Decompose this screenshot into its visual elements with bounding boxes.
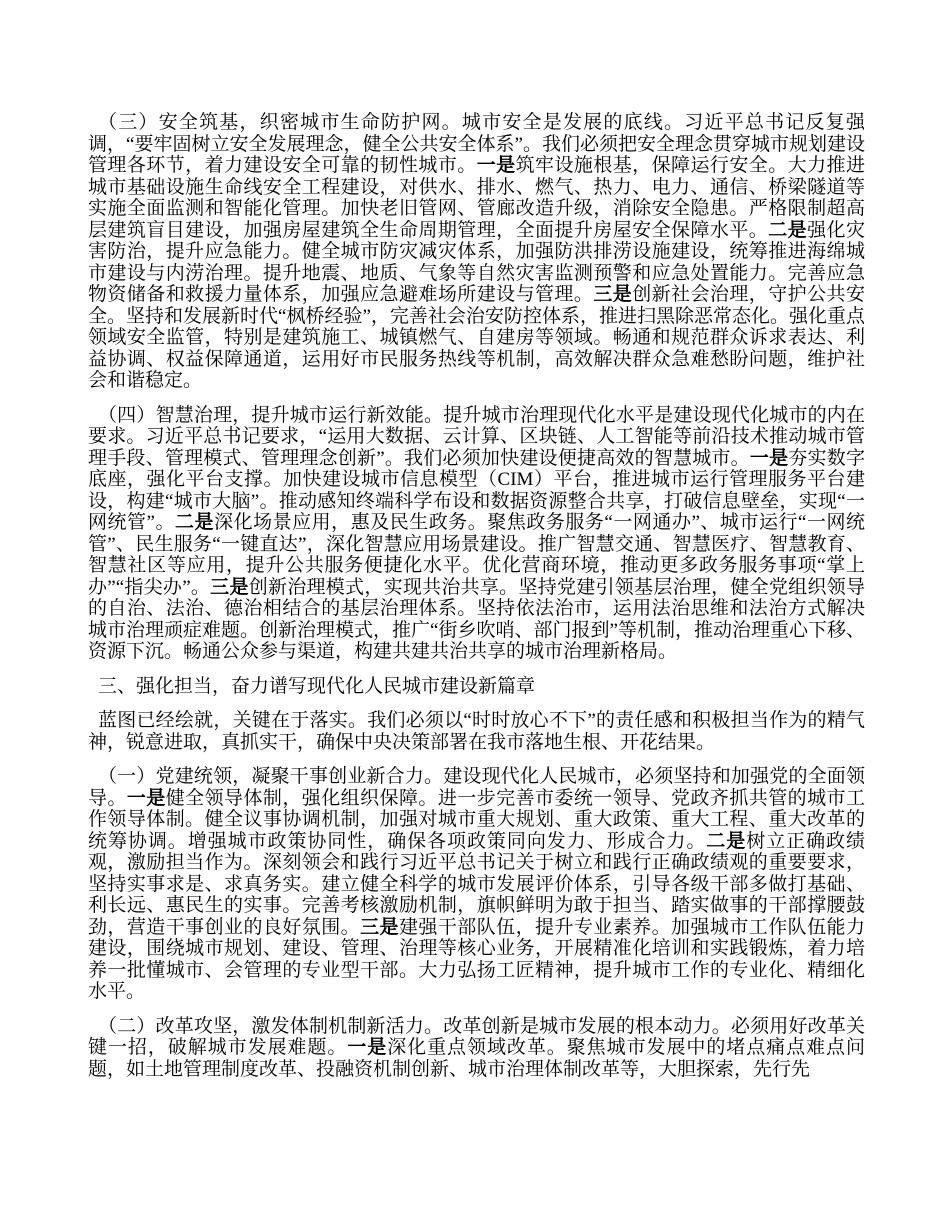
bold-enumerator-text: 二是: [706, 830, 747, 852]
paragraph: [88, 710, 865, 753]
bold-enumerator-text: 一是: [749, 447, 789, 469]
body-text: （三）安全筑基，织密城市生命防护网。城市安全是发展的底线。习近平总书记反复强调，“要牢固树立安全发展理念，健全公共安全体系”。我们必须把安全理念贯穿城市规划建设管理各环节，着力建设安全可靠的韧性城市。: [88, 112, 865, 176]
body-text: 创新社会治理，守护公共安全。坚持和发展新时代“枫桥经验”，完善社会治安防控体系，推进扫黑除恶常态化。强化重点领域安全监管，特别是建筑施工、城镇燃气、自建房等领域。畅通和规范群众诉求表达、利益协调、权益保障通道，运用好市民服务热线等机制，高效解决群众急难愁盼问题，维护社会和谐稳定。: [88, 284, 865, 391]
body-text: 创新治理模式，实现共治共享。坚持党建引领基层治理，健全党组织领导的自治、法治、德治相结合的基层治理体系。坚持依法治市，运用法治思维和法治方式解决城市治理顽症难题。创新治理模式，推广“街乡吹哨、部门报到”等机制，推动治理重心下移、资源下沉。畅通公众参与渠道，构建共建共治共享的城市治理新格局。: [88, 576, 865, 662]
document-body: [88, 112, 865, 1080]
body-text: 树立正确政绩观，激励担当作为。深刻领会和践行习近平总书记关于树立和践行正确政绩观的重要要求，坚持实事求是、求真务实。建立健全科学的城市发展评价体系，引导各级干部多做打基础、利长远、惠民生的实事。完善考核激励机制，旗帜鲜明为敢于担当、踏实做事的干部撑腰鼓劲，营造干事创业的良好氛围。: [88, 830, 865, 938]
bold-enumerator-text: 一是: [347, 1037, 388, 1058]
paragraph: [88, 405, 865, 663]
body-text: 建强干部队伍，提升专业素养。加强城市工作队伍能力建设，围绕城市规划、建设、管理、治理等核心业务，开展精准化培训和实践锻炼，着力培养一批懂城市、会管理的专业型干部。大力弘扬工匠精神，提升城市工作的专业化、精细化水平。: [88, 916, 865, 1002]
body-text: 筑牢设施根基，保障运行安全。大力推进城市基础设施生命线安全工程建设，对供水、排水、燃气、热力、电力、通信、桥梁隧道等实施全面监测和智能化管理。加快老旧管网、管廊改造升级，消除安全隐患。严格限制超高层建筑盲目建设，加强房屋建筑全生命周期管理，全面提升房屋安全保障水平。: [88, 155, 865, 241]
bold-enumerator-text: 三是: [210, 576, 249, 598]
bold-enumerator-text: 一是: [476, 155, 516, 176]
bold-enumerator-text: 一是: [126, 787, 166, 809]
paragraph: [88, 1016, 865, 1081]
body-text: （四）智慧治理，提升城市运行新效能。提升城市治理现代化水平是建设现代化城市的内在要求。习近平总书记要求，“运用大数据、云计算、区块链、人工智能等前沿技术推动城市管理手段、管理模式、管理理念创新”。我们必须加快建设便捷高效的智慧城市。: [88, 404, 865, 469]
bold-enumerator-text: 二是: [175, 512, 215, 533]
section-heading: [88, 676, 865, 698]
body-text: （二）改革攻坚，激发体制机制新活力。改革创新是城市发展的根本动力。必须用好改革关键一招，破解城市发展难题。: [88, 1015, 865, 1058]
body-text: 蓝图已经绘就，关键在于落实。我们必须以“时时放心不下”的责任感和积极担当作为的精气神，锐意进取，真抓实干，确保中央决策部署在我市落地生根、开花结果。: [88, 710, 865, 753]
paragraph: [88, 112, 865, 392]
body-text: 强化灾害防治，提升应急能力。健全城市防灾减灾体系，加强防洪排涝设施建设，统筹推进海绵城市建设与内涝治理。提升地震、地质、气象等自然灾害监测预警和应急处置能力。完善应急物资储备和救援力量体系，加强应急避难场所建设与管理。: [88, 219, 865, 305]
body-text: 深化场景应用，惠及民生政务。聚焦政务服务“一网通办”、城市运行“一网统管”、民生服务“一键直达”，深化智慧应用场景建设。推广智慧交通、智慧医疗、智慧教育、智慧社区等应用，提升公共服务便捷化水平。优化营商环境，推动更多政务服务事项“掌上办”“指尖办”。: [88, 512, 865, 598]
bold-enumerator-text: 二是: [768, 219, 808, 241]
body-text: 夯实数字底座，强化平台支撑。加快建设城市信息模型（CIM）平台，推进城市运行管理服务平台建设，构建“城市大脑”。推动感知终端科学布设和数据资源整合共享，打破信息壁垒，实现“一网统管”。: [88, 447, 865, 533]
paragraph: [88, 766, 865, 1003]
body-text: （一）党建统领，凝聚干事创业新合力。建设现代化人民城市，必须坚持和加强党的全面领导。: [88, 766, 865, 809]
body-text: 三、强化担当，奋力谱写现代化人民城市建设新篇章: [98, 675, 536, 697]
bold-enumerator-text: 三是: [360, 916, 399, 938]
body-text: 健全领导体制，强化组织保障。进一步完善市委统一领导、党政齐抓共管的城市工作领导体制。健全议事协调机制，加强对城市重大规划、重大政策、重大工程、重大改革的统筹协调。增强城市政策协同性，确保各项政策同向发力、形成合力。: [88, 787, 865, 852]
bold-enumerator-text: 三是: [593, 284, 633, 305]
body-text: 深化重点领域改革。聚焦城市发展中的堵点痛点难点问题，如土地管理制度改革、投融资机制创新、城市治理体制改革等，大胆探索，先行先: [88, 1037, 865, 1080]
